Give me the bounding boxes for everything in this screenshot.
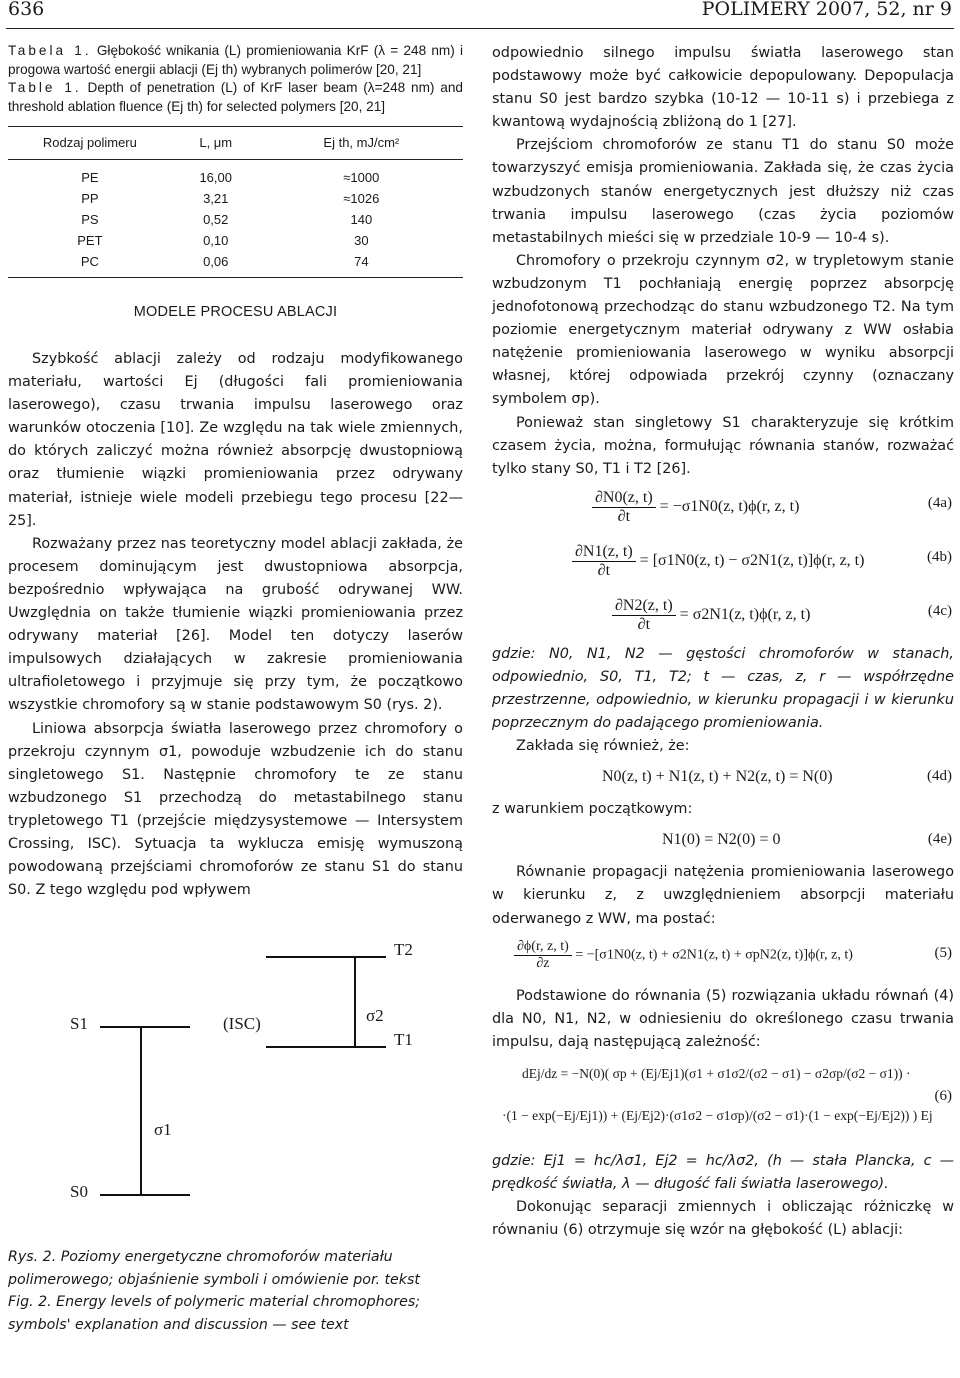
- level-t2-line: [266, 956, 386, 958]
- column-header: Rodzaj polimeru: [8, 127, 172, 160]
- fraction-denominator: ∂z: [536, 955, 550, 971]
- table-cell: 30: [354, 233, 369, 248]
- journal-title: POLIMERY 2007, 52, nr 9: [701, 0, 952, 20]
- fraction-denominator: ∂t: [637, 615, 651, 633]
- equation-number: (6): [934, 1087, 952, 1104]
- equation-5: [492, 931, 954, 985]
- equation-number: (5): [934, 944, 952, 961]
- right-column: [492, 42, 954, 1242]
- page-number: 636: [8, 0, 45, 20]
- table-caption-pl: [8, 42, 463, 79]
- fraction-numerator: ∂N1(z, t): [572, 543, 636, 562]
- table-cell: PS: [81, 212, 99, 227]
- equation-6: [492, 1054, 954, 1150]
- table-cell: PC: [8, 251, 172, 278]
- equation-4a: [492, 481, 954, 535]
- table-cell: 16,00: [199, 170, 232, 185]
- column-header: L, μm: [172, 127, 260, 160]
- equation-number: (4a): [927, 494, 952, 511]
- table-cell: PE: [81, 170, 99, 185]
- table-cell: 140: [350, 212, 373, 227]
- label-isc: (ISC): [223, 1014, 261, 1034]
- table-cell: PET: [77, 233, 103, 248]
- equation-fraction: [612, 597, 676, 634]
- equation-4e: [492, 821, 954, 861]
- left-column: [8, 42, 463, 1336]
- table-cell: 0,52: [203, 212, 229, 227]
- table-cell: 0,10: [203, 233, 229, 248]
- equation-fraction: [514, 939, 572, 972]
- label-s1: S1: [70, 1014, 88, 1034]
- sigma1-arrow: [140, 1026, 142, 1194]
- label-s0: S0: [70, 1182, 88, 1202]
- table-caption-en-text: Depth of penetration (L) of KrF laser beam (λ=248 nm) and threshold ablation fluence (Ej th) for selected polymers [20, 21]: [8, 80, 463, 114]
- sigma2-arrow: [354, 956, 356, 1046]
- equation-expression: [572, 543, 864, 580]
- equation-rhs: = [σ1N0(z, t) − σ2N1(z, t)]ϕ(r, z, t): [639, 551, 865, 569]
- label-t2: T2: [394, 940, 413, 960]
- section-title: MODELE PROCESU ABLACJI: [133, 304, 338, 320]
- body-paragraph: Chromofory o przekroju czynnym σ2, w trypletowym stanie wzbudzonym T1 pochłaniają energię poprzez absorpcję jednofotonową przechodząc do stanu wzbudzonego T2. Na tym poziomie energetycznym materiał odrywany z WW osłabia natężenie promieniowania laserowego w wyniku absorpcji własnej, której odpowiada przekrój czynny (oznaczany symbolem σp).: [492, 252, 954, 408]
- label-sigma2: σ2: [366, 1006, 384, 1026]
- equation-rhs: = σ2N1(z, t)ϕ(r, z, t): [679, 605, 811, 623]
- body-paragraph: Ponieważ stan singletowy S1 charakteryzuje się krótkim czasem życia, można, formułując równania stanów, rozważać tylko stany S0, T1 i T2 [26].: [492, 414, 954, 477]
- table-caption-pl-text: Głębokość wnikania (L) promieniowania KrF (λ = 248 nm) i progowa wartość energii ablacji (Ej th) wybranych polimerów [20, 21]: [8, 43, 463, 77]
- body-paragraph: Równanie propagacji natężenia promieniowania laserowego w kierunku z, z uwzględnieniem absorpcji materiału oderwanego z WW, ma postać:: [492, 864, 954, 927]
- equation-4d: [492, 758, 954, 798]
- table-cell: ≈1000: [343, 170, 380, 185]
- figure-caption-en: Fig. 2. Energy levels of polymeric material chromophores; symbols' explanation and discussion — see text: [8, 1294, 421, 1333]
- table-label-pl: Tabela 1.: [8, 43, 92, 58]
- equation-number: (4c): [927, 602, 952, 619]
- equation-expression: N0(z, t) + N1(z, t) + N2(z, t) = N(0): [602, 768, 833, 786]
- body-paragraph: Zakłada się również, że:: [516, 738, 690, 755]
- equation-expression: [514, 939, 853, 972]
- label-t1: T1: [394, 1030, 413, 1050]
- fraction-numerator: ∂ϕ(r, z, t): [514, 939, 572, 956]
- level-s1-line: [100, 1026, 190, 1028]
- fraction-numerator: ∂N0(z, t): [592, 489, 656, 508]
- column-header: Ej th, mJ/cm²: [260, 127, 463, 160]
- body-paragraph: Przejściom chromoforów ze stanu T1 do stanu S0 może towarzyszyć emisja promieniowania. Zakłada się, że czas życia wzbudzonych stanów energetycznych jest dłuższy niż czas trwania impulsu laserowego (czas życia poziomów metastabilnych mieści się w przedziale 10-9 — 10-4 s).: [492, 137, 954, 246]
- equation-line: ·(1 − exp(−Ej/Ej1)) + (Ej/Ej2)·(σ1σ2 − σ1σp)/(σ2 − σ1)·(1 − exp(−Ej/Ej2)) ) Ej: [502, 1107, 933, 1123]
- level-t1-line: [266, 1046, 386, 1048]
- table-cell: 3,21: [203, 191, 229, 206]
- equation-number: (4d): [927, 768, 952, 785]
- energy-level-diagram: [8, 906, 463, 1246]
- equation-expression: [592, 489, 799, 526]
- equation-4c: [492, 589, 954, 643]
- body-paragraph: gdzie: N0, N1, N2 — gęstości chromoforów w stanach, odpowiednio, S0, T1, T2; t — czas, z, r — współrzędne przestrzenne, odpowiednio, w kierunku propagacji i w kierunku poprzecznym do padającego promieniowania.: [492, 645, 954, 732]
- equation-number: (4b): [927, 548, 952, 565]
- body-paragraph: Dokonując separacji zmiennych i obliczając różniczkę w równaniu (6) otrzymuje się wzór na głębokość (L) ablacji:: [492, 1199, 954, 1239]
- fraction-numerator: ∂N2(z, t): [612, 597, 676, 616]
- fraction-denominator: ∂t: [617, 507, 631, 525]
- table-header-row: [8, 127, 463, 160]
- equation-rhs: = −[σ1N0(z, t) + σ2N1(z, t) + σpN2(z, t)]ϕ(r, z, t): [575, 947, 853, 963]
- page-header: [0, 0, 960, 30]
- equation-number: (4e): [927, 831, 952, 848]
- equation-line: dEj/dz = −N(0)( σp + (Ej/Ej1)(σ1 + σ1σ2/(σ2 − σ1) − σ2σp/(σ2 − σ1)) ·: [522, 1065, 911, 1081]
- table-row: [8, 209, 463, 230]
- equation-rhs: = −σ1N0(z, t)ϕ(r, z, t): [659, 497, 800, 515]
- body-paragraph: Podstawione do równania (5) rozwiązania układu równań (4) dla N0, N1, N2, w odniesieniu do określonego czasu trwania impulsu, dają następującą zależność:: [492, 987, 954, 1050]
- table-row: [8, 230, 463, 251]
- table-row: [8, 251, 463, 278]
- equation-4b: [492, 535, 954, 589]
- label-sigma1: σ1: [154, 1120, 172, 1140]
- equation-fraction: [572, 543, 636, 580]
- table-cell: 74: [260, 251, 463, 278]
- table-row: [8, 188, 463, 209]
- figure-caption-pl: Rys. 2. Poziomy energetyczne chromoforów materiału polimerowego; objaśnienie symboli i omówienie por. tekst: [8, 1249, 420, 1288]
- equation-expression: N1(0) = N2(0) = 0: [662, 831, 781, 849]
- table-row: [8, 160, 463, 189]
- equation-fraction: [592, 489, 656, 526]
- body-paragraph: z warunkiem początkowym:: [492, 801, 693, 818]
- fraction-denominator: ∂t: [597, 561, 611, 579]
- table-label-en: Table 1.: [8, 80, 82, 95]
- level-s0-line: [100, 1194, 190, 1196]
- body-paragraph: Liniowa absorpcja światła laserowego przez chromofory o przekroju czynnym σ1, powoduje wzbudzenie ich do stanu singletowego S1. Następnie chromofory te ze stanu wzbudzonego S1 przechodzą do metastabilnego stanu trypletowego T1 (przejście międzysystemowe — Intersystem Crossing, ISC). Sytuacja ta wyklucza emisję wymuszoną powodowaną przejściami chromoforów ze stanu S1 do stanu S0. Z tego względu pod wpływem: [8, 720, 463, 899]
- body-paragraph: Szybkość ablacji zależy od rodzaju modyfikowanego materiału, wartości Ej (długości fali promieniowania laserowego), czasu trwania impulsu laserowego oraz warunków otoczenia [10]. Ze względu na tak wiele zmiennych, do których zaliczyć można również absorpcję dwustopniową oraz tłumienie wiązki promieniowania przez odrywany materiał, istnieje wiele modeli przebiegu tego procesu [22—25].: [8, 351, 463, 529]
- header-rule: [6, 28, 954, 29]
- table-cell: ≈1026: [343, 191, 380, 206]
- body-paragraph: Rozważany przez nas teoretyczny model ablacji zakłada, że procesem dominującym jest dwustopniowa absorpcja, bezpośrednio wpływająca na grubość odrywanej WW. Uwzględnia on także tłumienie wiązki promieniowania przez odrywany materiał [26]. Model ten dotyczy laserów impulsowych działających w zakresie promieniowania ultrafioletowego i przyjmuje się przy tym, że początkowo wszystkie chromofory są w stanie podstawowym S0 (rys. 2).: [8, 535, 463, 714]
- table-caption-en: [8, 79, 463, 116]
- body-paragraph: odpowiednio silnego impulsu światła laserowego stan podstawowy może być całkowicie depopulowany. Depopulacja stanu S0 jest bardzo szybka (10-12 — 10-11 s) i przebiega z kwantową wydajnością zbliżoną do 1 [27].: [492, 45, 954, 131]
- table-cell: 0,06: [172, 251, 260, 278]
- body-paragraph: gdzie: Ej1 = hc/λσ1, Ej2 = hc/λσ2, (h — stała Plancka, c — prędkość światła, λ — długość fali światła laserowego).: [492, 1152, 954, 1192]
- polymer-table: [8, 126, 463, 278]
- table-cell: PP: [81, 191, 99, 206]
- equation-expression: [612, 597, 810, 634]
